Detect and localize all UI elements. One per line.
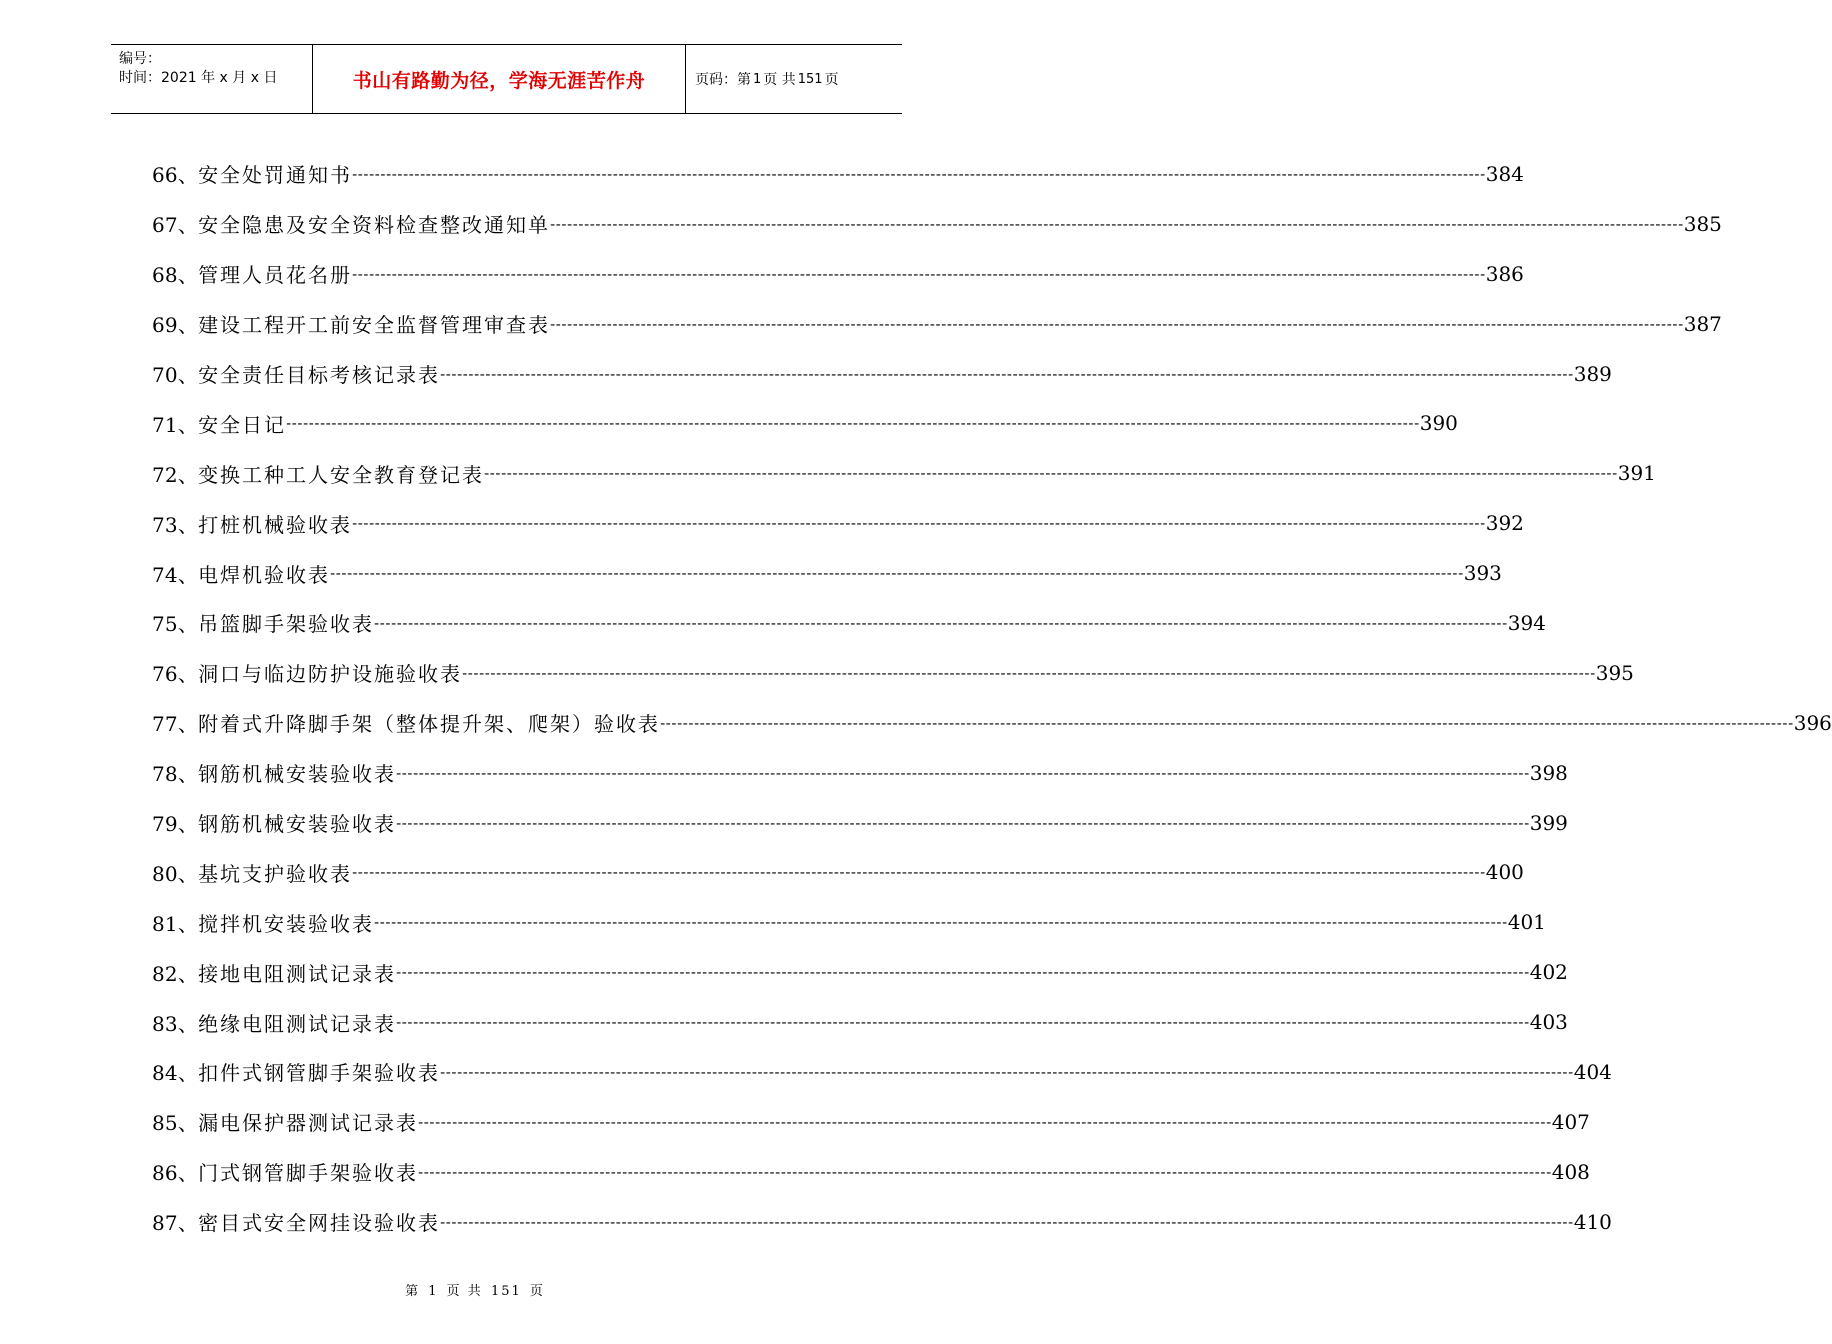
toc-entry[interactable]	[152, 798, 1568, 848]
toc-entry-title: 绝缘电阻测试记录表	[198, 1011, 397, 1036]
toc-entry-page: 398	[1529, 760, 1568, 785]
page-footer	[0, 1280, 950, 1299]
toc-entry[interactable]	[152, 847, 1524, 897]
toc-entry-number: 71、	[152, 412, 199, 437]
toc-entry[interactable]	[152, 997, 1568, 1047]
toc-dot-leader: --------------------------------------------------------------------------------------------------------------------------------------------------------------------------------------------------------	[374, 913, 1508, 932]
toc-entry[interactable]	[152, 598, 1546, 648]
toc-entry-number: 69、	[152, 313, 199, 338]
toc-entry-number: 78、	[152, 762, 199, 787]
toc-dot-leader: --------------------------------------------------------------------------------------------------------------------------------------------------------------------------------------------------------	[396, 1013, 1530, 1032]
page-header	[111, 44, 902, 114]
header-meta-cell	[111, 45, 313, 113]
toc-entry-number: 76、	[152, 662, 199, 687]
toc-entry-number: 81、	[152, 911, 199, 936]
toc-dot-leader: --------------------------------------------------------------------------------------------------------------------------------------------------------------------------------------------------------	[440, 364, 1574, 383]
toc-entry-title: 洞口与临边防护设施验收表	[198, 662, 463, 687]
toc-dot-leader: --------------------------------------------------------------------------------------------------------------------------------------------------------------------------------------------------------	[418, 1162, 1552, 1181]
toc-entry-number: 82、	[152, 961, 199, 986]
toc-entry-title: 变换工种工人安全教育登记表	[198, 462, 485, 487]
toc-entry-number: 66、	[152, 163, 199, 188]
toc-dot-leader: --------------------------------------------------------------------------------------------------------------------------------------------------------------------------------------------------------	[396, 963, 1530, 982]
header-motto: 书山有路勤为径，学海无涯苦作舟	[313, 45, 686, 113]
toc-entry-number: 73、	[152, 512, 199, 537]
toc-entry-title: 附着式升降脚手架（整体提升架、爬架）验收表	[198, 712, 661, 737]
toc-entry-number: 85、	[152, 1111, 199, 1136]
toc-entry-page: 404	[1573, 1059, 1612, 1084]
toc-entry-title: 管理人员花名册	[198, 263, 353, 288]
toc-entry[interactable]	[152, 398, 1458, 448]
toc-entry-page: 390	[1419, 411, 1458, 436]
toc-entry[interactable]	[152, 498, 1524, 548]
toc-entry-page: 403	[1529, 1010, 1568, 1035]
toc-dot-leader: --------------------------------------------------------------------------------------------------------------------------------------------------------------------------------------------------------	[396, 813, 1530, 832]
toc-entry-page: 401	[1507, 910, 1546, 935]
toc-dot-leader: --------------------------------------------------------------------------------------------------------------------------------------------------------------------------------------------------------	[396, 763, 1530, 782]
toc-entry-number: 87、	[152, 1211, 199, 1236]
toc-dot-leader: --------------------------------------------------------------------------------------------------------------------------------------------------------------------------------------------------------	[374, 613, 1508, 632]
toc-entry-page: 395	[1595, 660, 1634, 685]
toc-entry-title: 电焊机验收表	[198, 562, 331, 587]
toc-dot-leader: --------------------------------------------------------------------------------------------------------------------------------------------------------------------------------------------------------	[418, 1112, 1552, 1131]
header-page-suffix: 页	[824, 72, 839, 88]
toc-entry-number: 80、	[152, 861, 199, 886]
toc-entry-number: 77、	[152, 712, 199, 737]
toc-entry[interactable]	[152, 1197, 1612, 1247]
toc-entry-page: 385	[1683, 211, 1722, 236]
toc-entry-page: 407	[1551, 1109, 1590, 1134]
footer-page-total: 151	[490, 1284, 522, 1299]
toc-entry[interactable]	[152, 947, 1568, 997]
toc-entry-title: 基坑支护验收表	[198, 861, 353, 886]
toc-entry[interactable]	[152, 349, 1612, 399]
toc-entry-title: 漏电保护器测试记录表	[198, 1111, 419, 1136]
toc-entry-number: 68、	[152, 263, 199, 288]
toc-entry[interactable]	[152, 548, 1502, 598]
toc-entry[interactable]	[152, 648, 1634, 698]
header-page-current: 1	[753, 71, 762, 87]
document-time-label: 时间：2021 年 x 月 x 日	[119, 70, 278, 86]
toc-entry[interactable]	[152, 897, 1546, 947]
toc-dot-leader: --------------------------------------------------------------------------------------------------------------------------------------------------------------------------------------------------------	[660, 713, 1794, 732]
toc-dot-leader: --------------------------------------------------------------------------------------------------------------------------------------------------------------------------------------------------------	[550, 214, 1684, 233]
toc-dot-leader: --------------------------------------------------------------------------------------------------------------------------------------------------------------------------------------------------------	[462, 663, 1596, 682]
toc-entry-page: 399	[1529, 810, 1568, 835]
toc-entry-title: 吊篮脚手架验收表	[198, 612, 375, 637]
toc-entry-title: 安全隐患及安全资料检查整改通知单	[198, 213, 551, 238]
toc-entry-title: 安全日记	[198, 412, 287, 437]
header-page-info	[686, 45, 902, 113]
header-page-mid: 页 共	[763, 72, 796, 88]
toc-entry-title: 钢筋机械安装验收表	[198, 812, 397, 837]
toc-entry[interactable]	[152, 299, 1722, 349]
toc-entry-number: 70、	[152, 363, 199, 387]
toc-dot-leader: --------------------------------------------------------------------------------------------------------------------------------------------------------------------------------------------------------	[550, 314, 1684, 333]
toc-entry-number: 83、	[152, 1011, 199, 1036]
toc-entry-page: 392	[1485, 511, 1524, 536]
toc-entry-number: 67、	[152, 213, 199, 238]
toc-entry[interactable]	[152, 448, 1656, 498]
toc-entry-page: 408	[1551, 1159, 1590, 1184]
toc-entry[interactable]	[152, 748, 1568, 798]
footer-page-current: 1	[428, 1284, 439, 1299]
toc-dot-leader: --------------------------------------------------------------------------------------------------------------------------------------------------------------------------------------------------------	[440, 1062, 1574, 1081]
toc-entry-title: 接地电阻测试记录表	[198, 961, 397, 986]
toc-entry-page: 389	[1573, 361, 1612, 386]
toc-dot-leader: --------------------------------------------------------------------------------------------------------------------------------------------------------------------------------------------------------	[352, 264, 1486, 283]
toc-entry-number: 79、	[152, 812, 199, 837]
toc-entry-page: 391	[1617, 461, 1656, 486]
toc-entry[interactable]	[152, 1047, 1612, 1097]
header-page-prefix: 页码：第	[695, 72, 751, 88]
toc-entry-page: 384	[1485, 161, 1524, 186]
toc-entry-title: 密目式安全网挂设验收表	[198, 1211, 441, 1236]
toc-dot-leader: --------------------------------------------------------------------------------------------------------------------------------------------------------------------------------------------------------	[286, 414, 1420, 433]
toc-dot-leader: --------------------------------------------------------------------------------------------------------------------------------------------------------------------------------------------------------	[352, 514, 1486, 533]
toc-entry-title: 安全处罚通知书	[198, 163, 353, 188]
toc-dot-leader: --------------------------------------------------------------------------------------------------------------------------------------------------------------------------------------------------------	[352, 863, 1486, 882]
toc-entry-page: 402	[1529, 960, 1568, 985]
toc-entry-number: 72、	[152, 462, 199, 487]
toc-entry-title: 打桩机械验收表	[198, 512, 353, 537]
toc-entry-page: 386	[1485, 261, 1524, 286]
toc-dot-leader: --------------------------------------------------------------------------------------------------------------------------------------------------------------------------------------------------------	[484, 464, 1618, 483]
toc-entry-number: 84、	[152, 1061, 199, 1086]
toc-entry[interactable]	[152, 1147, 1590, 1197]
toc-dot-leader: --------------------------------------------------------------------------------------------------------------------------------------------------------------------------------------------------------	[330, 564, 1464, 583]
toc-entry-title: 建设工程开工前安全监督管理审查表	[198, 313, 551, 338]
footer-page-mid: 页 共	[446, 1284, 483, 1299]
header-page-total: 151	[797, 71, 823, 87]
toc-entry-title: 搅拌机安装验收表	[198, 911, 375, 936]
toc-dot-leader: --------------------------------------------------------------------------------------------------------------------------------------------------------------------------------------------------------	[440, 1212, 1574, 1231]
toc-entry-page: 400	[1485, 860, 1524, 885]
toc-entry[interactable]	[152, 149, 1524, 199]
footer-page-prefix: 第	[405, 1284, 421, 1299]
toc-entry-title: 安全责任目标考核记录表	[198, 363, 441, 387]
toc-entry-number: 86、	[152, 1161, 199, 1186]
toc-entry-title: 扣件式钢管脚手架验收表	[198, 1061, 441, 1086]
footer-page-suffix: 页	[529, 1284, 545, 1299]
toc-entry-page: 396	[1793, 710, 1832, 735]
toc-entry[interactable]	[152, 249, 1524, 299]
toc-entry[interactable]	[152, 199, 1722, 249]
toc-entry-page: 393	[1463, 561, 1502, 586]
toc-entry-number: 74、	[152, 562, 199, 587]
document-code-label: 编号：	[119, 51, 161, 67]
toc-entry-page: 387	[1683, 311, 1722, 336]
toc-entry[interactable]	[152, 698, 1832, 748]
toc-dot-leader: --------------------------------------------------------------------------------------------------------------------------------------------------------------------------------------------------------	[352, 164, 1486, 183]
toc-entry-title: 钢筋机械安装验收表	[198, 762, 397, 787]
table-of-contents	[152, 149, 1832, 1247]
toc-entry-page: 394	[1507, 610, 1546, 635]
toc-entry-title: 门式钢管脚手架验收表	[198, 1161, 419, 1186]
toc-entry[interactable]	[152, 1097, 1590, 1147]
toc-entry-page: 410	[1573, 1209, 1612, 1234]
toc-entry-number: 75、	[152, 612, 199, 637]
